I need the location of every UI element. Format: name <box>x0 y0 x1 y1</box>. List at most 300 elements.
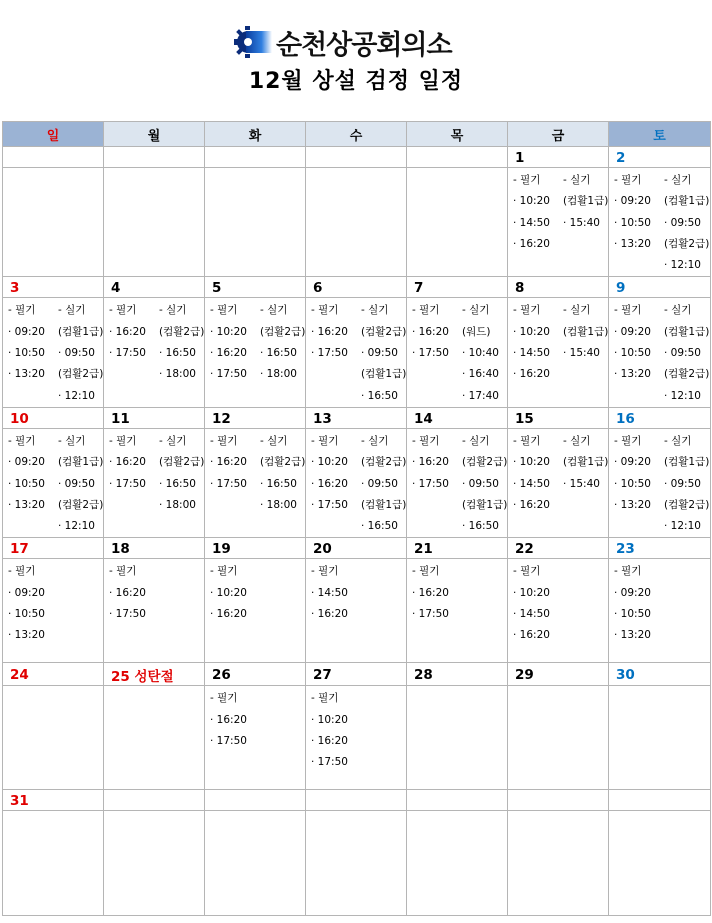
schedule-line <box>311 452 406 473</box>
written-exam-entry: · 14:50 <box>513 347 550 360</box>
written-exam-entry: - 필기 <box>8 304 36 317</box>
schedule-line <box>210 561 305 582</box>
schedule-line <box>412 343 507 364</box>
day-schedule-cell <box>609 811 711 916</box>
practical-exam-entry: - 실기 <box>462 304 490 317</box>
practical-exam-entry: (컴활1급) <box>664 195 710 208</box>
schedule-line <box>210 495 305 516</box>
schedule-line <box>614 343 710 364</box>
schedule-line <box>8 452 103 473</box>
day-number: 2 <box>609 147 711 168</box>
written-exam-entry: · 16:20 <box>210 608 247 621</box>
written-exam-entry: - 필기 <box>412 434 440 447</box>
schedule-line <box>311 752 406 773</box>
written-exam-entry: · 09:20 <box>8 586 45 599</box>
schedule-line <box>8 300 103 321</box>
written-exam-entry: · 16:20 <box>412 586 449 599</box>
schedule-line <box>614 300 710 321</box>
practical-exam-entry: · 16:40 <box>462 368 499 381</box>
practical-exam-entry: · 16:50 <box>361 389 398 402</box>
written-exam-entry: · 09:20 <box>614 325 651 338</box>
day-number: 29 <box>508 663 609 686</box>
schedule-line <box>109 474 204 495</box>
practical-exam-entry: - 실기 <box>664 304 692 317</box>
week-schedule-row <box>3 811 711 916</box>
practical-exam-entry: · 15:40 <box>563 347 600 360</box>
practical-exam-entry: (워드) <box>462 325 491 338</box>
schedule-line <box>210 604 305 625</box>
written-exam-entry: · 17:50 <box>311 756 348 769</box>
schedule-line <box>614 234 710 255</box>
written-exam-entry: · 09:20 <box>8 456 45 469</box>
written-exam-entry: · 17:50 <box>109 347 146 360</box>
practical-exam-entry: - 실기 <box>159 434 187 447</box>
schedule-line <box>614 255 710 276</box>
chamber-logo <box>232 25 452 59</box>
practical-exam-entry: · 16:50 <box>260 477 297 490</box>
practical-exam-entry: (컴활2급) <box>664 368 710 381</box>
written-exam-entry: · 17:50 <box>311 498 348 511</box>
written-exam-entry: · 10:20 <box>311 713 348 726</box>
day-number: 30 <box>609 663 711 686</box>
written-exam-entry: · 17:50 <box>210 477 247 490</box>
written-exam-entry: · 16:20 <box>210 347 247 360</box>
practical-exam-entry: (컴활1급) <box>563 195 609 208</box>
week-date-row <box>3 277 711 298</box>
practical-exam-entry: · 18:00 <box>159 368 196 381</box>
schedule-line <box>311 322 406 343</box>
day-number: 4 <box>104 277 205 298</box>
schedule-line <box>210 731 305 752</box>
practical-exam-entry: (컴활2급) <box>664 498 710 511</box>
schedule-line <box>614 213 710 234</box>
weekday-header: 금 <box>508 122 609 147</box>
schedule-line <box>412 322 507 343</box>
practical-exam-entry: (컴활1급) <box>563 325 609 338</box>
week-date-row <box>3 147 711 168</box>
written-exam-entry: · 13:20 <box>8 368 45 381</box>
org-name: 순천상공회의소 <box>276 29 452 61</box>
day-number: 26 <box>205 663 306 686</box>
weekday-header: 일 <box>3 122 104 147</box>
day-schedule-cell <box>306 298 407 407</box>
schedule-line <box>109 495 204 516</box>
practical-exam-entry: - 실기 <box>361 304 389 317</box>
day-number: 10 <box>3 407 104 428</box>
day-schedule-cell <box>609 168 711 277</box>
schedule-line <box>513 452 608 473</box>
day-number: 14 <box>407 407 508 428</box>
written-exam-entry: · 17:50 <box>109 477 146 490</box>
week-schedule-row <box>3 686 711 790</box>
written-exam-entry: · 13:20 <box>614 629 651 642</box>
weekday-header: 화 <box>205 122 306 147</box>
practical-exam-entry: (컴활2급) <box>58 498 104 511</box>
written-exam-entry: · 10:50 <box>8 347 45 360</box>
written-exam-entry: · 10:50 <box>614 347 651 360</box>
practical-exam-entry: (컴활1급) <box>462 498 508 511</box>
schedule-line <box>513 213 608 234</box>
day-schedule-cell <box>508 559 609 663</box>
written-exam-entry: - 필기 <box>210 692 238 705</box>
schedule-line <box>614 474 710 495</box>
schedule-line <box>614 452 710 473</box>
day-schedule-cell <box>205 811 306 916</box>
written-exam-entry: · 14:50 <box>513 608 550 621</box>
schedule-line <box>614 170 710 191</box>
schedule-line <box>109 604 204 625</box>
written-exam-entry: - 필기 <box>614 304 642 317</box>
schedule-line <box>8 364 103 385</box>
schedule-line <box>311 495 406 516</box>
practical-exam-entry: (컴활1급) <box>58 456 104 469</box>
schedule-line <box>513 583 608 604</box>
written-exam-entry: · 16:20 <box>109 325 146 338</box>
schedule-line <box>513 364 608 385</box>
day-number: 31 <box>3 790 104 811</box>
practical-exam-entry: · 10:40 <box>462 347 499 360</box>
written-exam-entry: - 필기 <box>210 434 238 447</box>
day-schedule-cell <box>205 168 306 277</box>
written-exam-entry: · 16:20 <box>109 456 146 469</box>
schedule-line <box>109 322 204 343</box>
day-schedule-cell <box>3 559 104 663</box>
schedule-line <box>311 474 406 495</box>
day-schedule-cell <box>205 428 306 537</box>
written-exam-entry: · 17:50 <box>412 608 449 621</box>
schedule-line <box>412 561 507 582</box>
day-number <box>407 147 508 168</box>
written-exam-entry: · 10:50 <box>614 608 651 621</box>
schedule-line <box>109 561 204 582</box>
day-number: 1 <box>508 147 609 168</box>
written-exam-entry: · 17:50 <box>210 735 247 748</box>
practical-exam-entry: - 실기 <box>260 304 288 317</box>
practical-exam-entry: (컴활2급) <box>361 456 407 469</box>
schedule-line <box>412 386 507 407</box>
day-schedule-cell <box>3 686 104 790</box>
schedule-line <box>513 561 608 582</box>
schedule-line <box>614 583 710 604</box>
practical-exam-entry: - 실기 <box>664 434 692 447</box>
day-schedule-cell <box>3 811 104 916</box>
schedule-line <box>311 516 406 537</box>
practical-exam-entry: (컴활2급) <box>159 325 205 338</box>
weekday-header: 토 <box>609 122 711 147</box>
schedule-line <box>614 561 710 582</box>
day-schedule-cell <box>306 686 407 790</box>
schedule-line <box>513 191 608 212</box>
written-exam-entry: · 09:20 <box>614 586 651 599</box>
practical-exam-entry: (컴활1급) <box>664 456 710 469</box>
gear-logo-icon <box>232 25 274 59</box>
practical-exam-entry: · 15:40 <box>563 216 600 229</box>
week-schedule-row <box>3 168 711 277</box>
written-exam-entry: · 16:20 <box>311 608 348 621</box>
day-schedule-cell <box>508 168 609 277</box>
schedule-line <box>8 322 103 343</box>
written-exam-entry: · 10:50 <box>614 216 651 229</box>
schedule-line <box>8 625 103 646</box>
schedule-line <box>614 625 710 646</box>
practical-exam-entry: · 09:50 <box>664 347 701 360</box>
schedule-line <box>210 688 305 709</box>
practical-exam-entry: - 실기 <box>664 174 692 186</box>
schedule-line <box>311 561 406 582</box>
day-schedule-cell <box>104 811 205 916</box>
day-schedule-cell <box>609 428 711 537</box>
schedule-line <box>513 474 608 495</box>
day-number <box>104 147 205 168</box>
day-number: 12 <box>205 407 306 428</box>
day-number: 25 성탄절 <box>104 663 205 686</box>
written-exam-entry: · 17:50 <box>412 477 449 490</box>
written-exam-entry: · 16:20 <box>513 237 550 250</box>
day-number: 15 <box>508 407 609 428</box>
written-exam-entry: - 필기 <box>8 565 36 578</box>
written-exam-entry: · 10:20 <box>311 456 348 469</box>
schedule-line <box>109 452 204 473</box>
day-schedule-cell <box>407 298 508 407</box>
written-exam-entry: · 16:20 <box>513 629 550 642</box>
written-exam-entry: · 13:20 <box>614 368 651 381</box>
written-exam-entry: · 10:20 <box>513 456 550 469</box>
day-number: 18 <box>104 538 205 559</box>
written-exam-entry: - 필기 <box>614 434 642 447</box>
page-title: 12월 상설 검정 일정 <box>248 69 464 94</box>
day-number <box>104 790 205 811</box>
day-schedule-cell <box>508 811 609 916</box>
day-number <box>205 790 306 811</box>
schedule-line <box>614 386 710 407</box>
day-number: 13 <box>306 407 407 428</box>
schedule-line <box>8 516 103 537</box>
written-exam-entry: · 17:50 <box>210 368 247 381</box>
day-number <box>407 790 508 811</box>
practical-exam-entry: · 17:40 <box>462 389 499 402</box>
week-date-row <box>3 790 711 811</box>
practical-exam-entry: - 실기 <box>563 304 591 317</box>
written-exam-entry: - 필기 <box>109 304 137 317</box>
written-exam-entry: · 16:20 <box>210 713 247 726</box>
practical-exam-entry: · 12:10 <box>58 389 95 402</box>
practical-exam-entry: (컴활1급) <box>664 325 710 338</box>
day-schedule-cell <box>407 559 508 663</box>
schedule-line <box>8 343 103 364</box>
practical-exam-entry: - 실기 <box>361 434 389 447</box>
written-exam-entry: · 10:20 <box>210 586 247 599</box>
practical-exam-entry: (컴활2급) <box>159 456 205 469</box>
schedule-line <box>8 431 103 452</box>
practical-exam-entry: · 09:50 <box>361 347 398 360</box>
schedule-line <box>210 474 305 495</box>
practical-exam-entry: · 09:50 <box>361 477 398 490</box>
day-schedule-cell <box>407 168 508 277</box>
written-exam-entry: - 필기 <box>311 434 339 447</box>
schedule-line <box>513 625 608 646</box>
schedule-line <box>412 364 507 385</box>
practical-exam-entry: · 18:00 <box>159 498 196 511</box>
practical-exam-entry: · 16:50 <box>361 520 398 533</box>
calendar-table <box>2 121 711 916</box>
schedule-line <box>412 583 507 604</box>
day-schedule-cell <box>306 168 407 277</box>
written-exam-entry: · 17:50 <box>109 608 146 621</box>
schedule-line <box>8 604 103 625</box>
practical-exam-entry: · 18:00 <box>260 368 297 381</box>
schedule-line <box>412 516 507 537</box>
day-schedule-cell <box>104 168 205 277</box>
day-number <box>609 790 711 811</box>
schedule-line <box>614 516 710 537</box>
practical-exam-entry: · 12:10 <box>664 520 701 533</box>
day-schedule-cell <box>407 428 508 537</box>
schedule-line <box>614 431 710 452</box>
day-schedule-cell <box>306 811 407 916</box>
written-exam-entry: - 필기 <box>412 565 440 578</box>
day-schedule-cell <box>205 298 306 407</box>
written-exam-entry: · 16:20 <box>513 498 550 511</box>
day-schedule-cell <box>3 298 104 407</box>
schedule-line <box>614 364 710 385</box>
day-number: 9 <box>609 277 711 298</box>
day-schedule-cell <box>508 428 609 537</box>
practical-exam-entry: (컴활1급) <box>361 368 407 381</box>
schedule-line <box>513 343 608 364</box>
day-number <box>3 147 104 168</box>
schedule-line <box>513 431 608 452</box>
schedule-line <box>412 452 507 473</box>
schedule-line <box>210 431 305 452</box>
practical-exam-entry: · 18:00 <box>260 498 297 511</box>
day-number <box>508 790 609 811</box>
schedule-line <box>311 583 406 604</box>
day-schedule-cell <box>508 686 609 790</box>
schedule-line <box>311 710 406 731</box>
practical-exam-entry: - 실기 <box>159 304 187 317</box>
weekday-header: 월 <box>104 122 205 147</box>
day-number: 27 <box>306 663 407 686</box>
written-exam-entry: - 필기 <box>614 565 642 578</box>
written-exam-entry: - 필기 <box>412 304 440 317</box>
practical-exam-entry: · 16:50 <box>159 347 196 360</box>
day-schedule-cell <box>104 686 205 790</box>
written-exam-entry: - 필기 <box>513 434 541 447</box>
schedule-line <box>210 300 305 321</box>
day-schedule-cell <box>609 559 711 663</box>
schedule-line <box>614 495 710 516</box>
schedule-line <box>311 688 406 709</box>
schedule-line <box>8 386 103 407</box>
written-exam-entry: · 09:20 <box>614 456 651 469</box>
schedule-line <box>109 431 204 452</box>
schedule-line <box>311 431 406 452</box>
week-schedule-row <box>3 559 711 663</box>
schedule-line <box>8 583 103 604</box>
day-number: 11 <box>104 407 205 428</box>
schedule-line <box>311 300 406 321</box>
schedule-line <box>311 604 406 625</box>
written-exam-entry: · 10:50 <box>8 608 45 621</box>
day-number <box>306 790 407 811</box>
schedule-line <box>311 386 406 407</box>
practical-exam-entry: · 09:50 <box>664 477 701 490</box>
schedule-line <box>412 431 507 452</box>
week-date-row <box>3 538 711 559</box>
written-exam-entry: · 13:20 <box>614 237 651 250</box>
day-schedule-cell <box>205 559 306 663</box>
written-exam-entry: · 17:50 <box>311 347 348 360</box>
practical-exam-entry: (컴활2급) <box>361 325 407 338</box>
written-exam-entry: · 16:20 <box>412 456 449 469</box>
schedule-line <box>513 495 608 516</box>
schedule-line <box>412 495 507 516</box>
schedule-line <box>614 604 710 625</box>
written-exam-entry: · 17:50 <box>412 347 449 360</box>
written-exam-entry: - 필기 <box>513 174 541 186</box>
practical-exam-entry: (컴활1급) <box>58 325 104 338</box>
written-exam-entry: · 10:50 <box>614 477 651 490</box>
schedule-line <box>513 300 608 321</box>
practical-exam-entry: · 16:50 <box>159 477 196 490</box>
schedule-line <box>109 343 204 364</box>
day-schedule-cell <box>306 428 407 537</box>
written-exam-entry: · 13:20 <box>8 629 45 642</box>
practical-exam-entry: · 12:10 <box>58 520 95 533</box>
day-number: 20 <box>306 538 407 559</box>
schedule-line <box>210 452 305 473</box>
written-exam-entry: - 필기 <box>210 304 238 317</box>
schedule-line <box>210 364 305 385</box>
day-number: 6 <box>306 277 407 298</box>
practical-exam-entry: · 09:50 <box>58 477 95 490</box>
day-number: 19 <box>205 538 306 559</box>
schedule-line <box>109 583 204 604</box>
day-number: 21 <box>407 538 508 559</box>
written-exam-entry: · 10:20 <box>513 325 550 338</box>
day-number: 3 <box>3 277 104 298</box>
written-exam-entry: - 필기 <box>513 565 541 578</box>
schedule-line <box>109 300 204 321</box>
schedule-line <box>8 561 103 582</box>
day-number: 23 <box>609 538 711 559</box>
written-exam-entry: - 필기 <box>8 434 36 447</box>
page-header <box>0 0 712 120</box>
day-schedule-cell <box>609 686 711 790</box>
day-schedule-cell <box>3 428 104 537</box>
weekday-header-row <box>3 122 711 147</box>
practical-exam-entry: (컴활2급) <box>58 368 104 381</box>
day-number: 5 <box>205 277 306 298</box>
schedule-line <box>311 364 406 385</box>
schedule-line <box>614 322 710 343</box>
written-exam-entry: - 필기 <box>311 692 339 705</box>
written-exam-entry: · 13:20 <box>8 498 45 511</box>
written-exam-entry: · 16:20 <box>109 586 146 599</box>
day-schedule-cell <box>3 168 104 277</box>
practical-exam-entry: (컴활2급) <box>260 325 306 338</box>
written-exam-entry: · 16:20 <box>311 477 348 490</box>
written-exam-entry: · 10:50 <box>8 477 45 490</box>
practical-exam-entry: - 실기 <box>563 434 591 447</box>
day-schedule-cell <box>104 428 205 537</box>
day-number: 17 <box>3 538 104 559</box>
written-exam-entry: - 필기 <box>614 174 642 186</box>
week-schedule-row <box>3 298 711 407</box>
practical-exam-entry: (컴활1급) <box>361 498 407 511</box>
day-schedule-cell <box>104 298 205 407</box>
schedule-line <box>513 234 608 255</box>
